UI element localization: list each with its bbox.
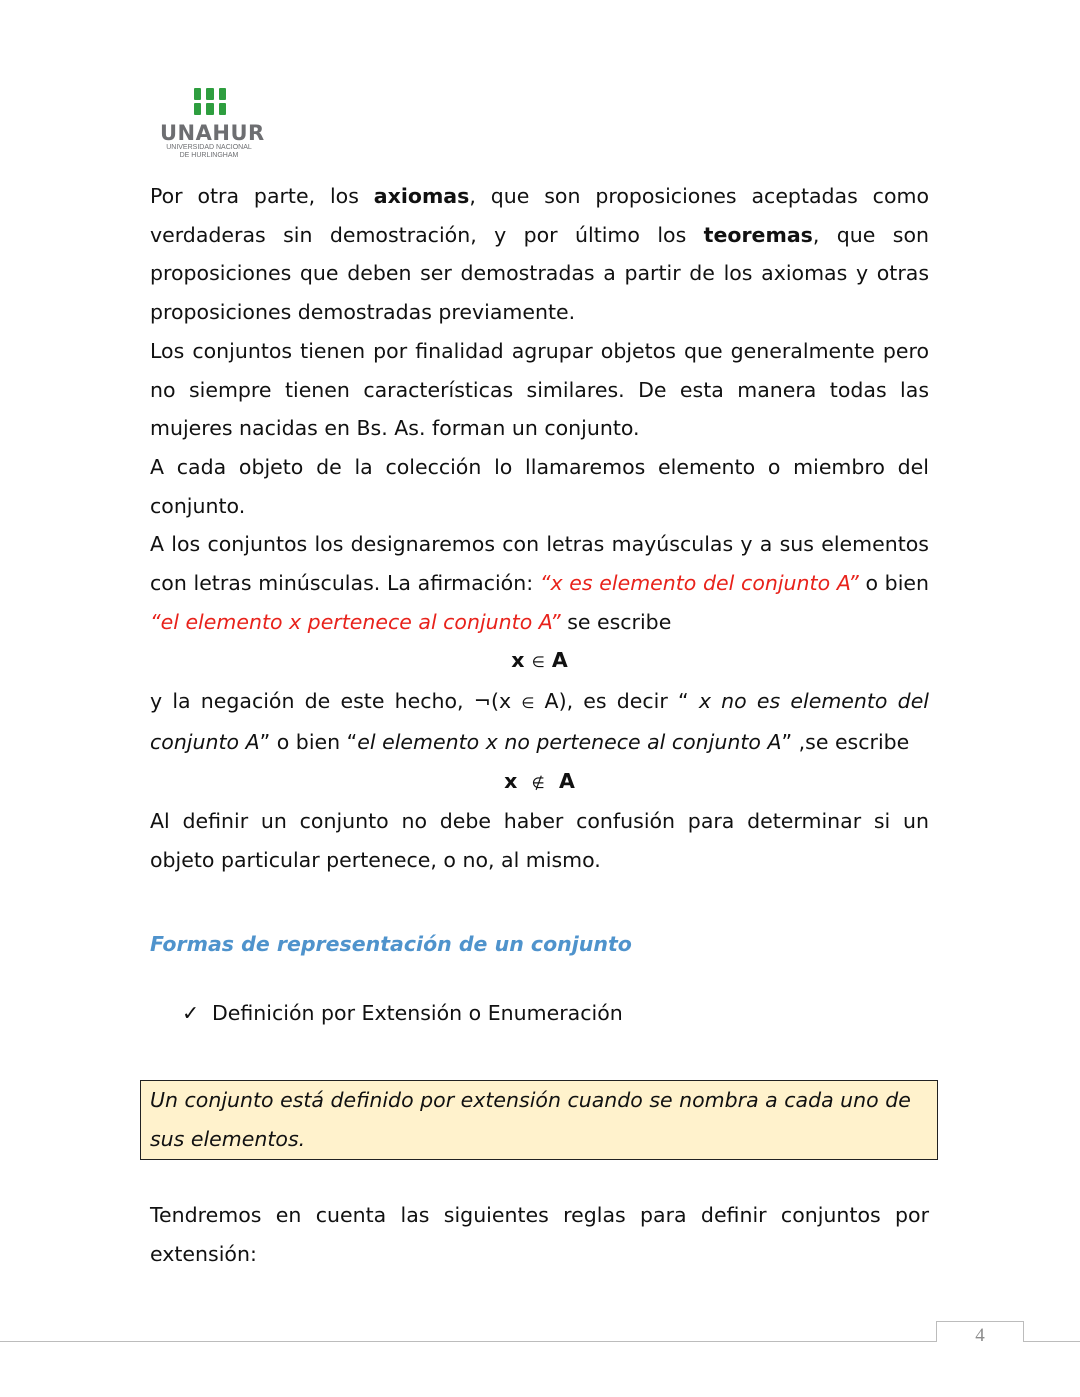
document-body xyxy=(150,177,929,880)
term-teoremas: teoremas xyxy=(703,222,813,247)
formula-not-belongs: x ∉ A xyxy=(504,768,575,793)
paragraph-notation: A los conjuntos los designaremos con letras mayúsculas y a sus elementos con letras minúsculas. La afirmación: “x es elemento del conjunto A” o bien “el elemento x pertenece al conjunto A” se escribe xyxy=(150,532,930,634)
paragraph-definition-rule: Al definir un conjunto no debe haber confusión para determinar si un objeto particular pertenece, o no, al mismo. xyxy=(150,809,929,872)
checklist-item xyxy=(182,1001,623,1025)
university-logo xyxy=(160,88,265,160)
unahur-logo-icon xyxy=(194,88,226,116)
section-heading: Formas de representación de un conjunto xyxy=(150,932,632,956)
paragraph-axiomas: Por otra parte, los axiomas, que son proposiciones aceptadas como verdaderas sin demostración, y por último los teoremas, que son proposiciones que deben ser demostradas a partir de los axiomas y otras proposiciones demostradas previamente. xyxy=(150,184,930,325)
logo-subtitle-1: UNIVERSIDAD NACIONAL xyxy=(166,144,252,151)
checkmark-icon: ✓ xyxy=(182,1001,200,1025)
definition-text: Un conjunto está definido por extensión cuando se nombra a cada uno de sus elementos. xyxy=(150,1088,911,1151)
footer-divider xyxy=(0,1341,1080,1342)
formula-belongs: x ∈ A xyxy=(511,648,568,673)
paragraph-rules-intro: Tendremos en cuenta las siguientes reglas para definir conjuntos por extensión: xyxy=(150,1203,929,1266)
paragraph-negation: y la negación de este hecho, ¬(x ∈ A), es decir “ x no es elemento del conjunto A” o bien “el elemento x no pertenece al conjunto A” ,se escribe xyxy=(150,689,929,754)
paragraph-elemento: A cada objeto de la colección lo llamaremos elemento o miembro del conjunto. xyxy=(150,454,929,518)
paragraph-conjuntos: Los conjuntos tienen por finalidad agrupar objetos que generalmente pero no siempre tienen características similares. De esta manera todas las mujeres nacidas en Bs. As. forman un conjunto. xyxy=(150,338,929,441)
quote-element: “x es elemento del conjunto A” xyxy=(539,571,859,596)
quote-belongs: “el elemento x pertenece al conjunto A” xyxy=(150,609,561,634)
page-number: 4 xyxy=(975,1325,985,1346)
checklist-item-label: Definición por Extensión o Enumeración xyxy=(212,1001,623,1025)
definition-box xyxy=(140,1080,938,1160)
logo-subtitle-2: DE HURLINGHAM xyxy=(179,152,239,159)
logo-name: UNAHUR xyxy=(160,121,265,145)
term-axiomas: axiomas xyxy=(373,184,470,208)
